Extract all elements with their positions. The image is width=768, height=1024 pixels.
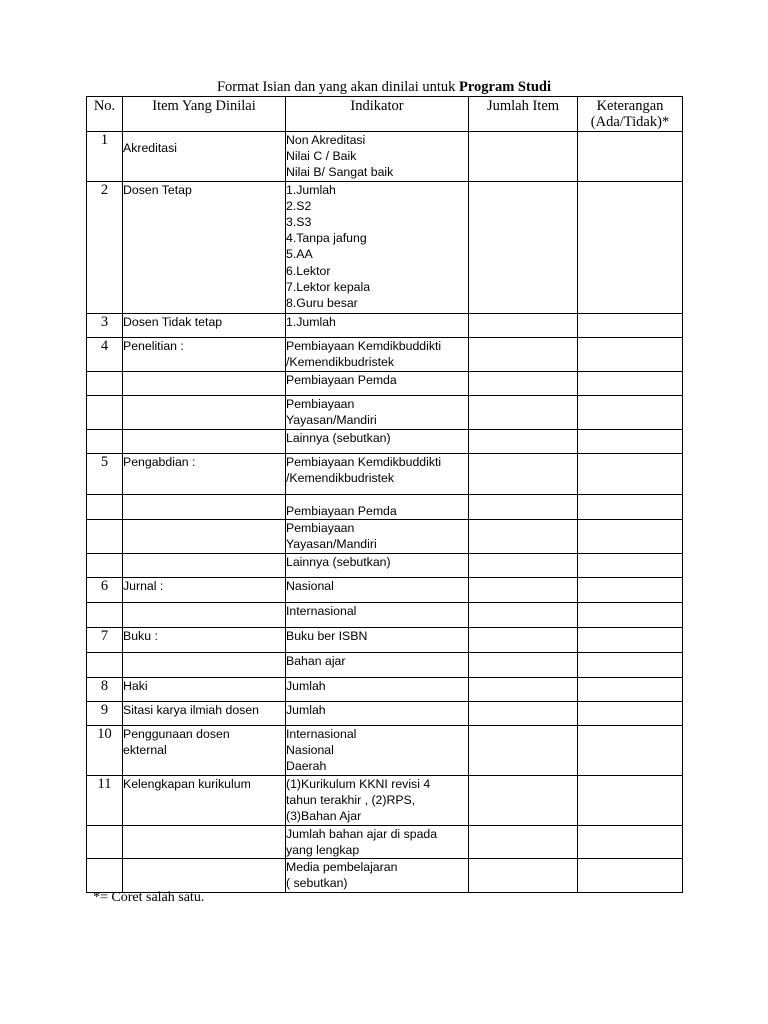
indikator-cell — [286, 652, 469, 677]
indikator-line: Jumlah — [286, 678, 326, 693]
table-row — [87, 453, 683, 494]
item-cell — [123, 337, 286, 371]
indikator-line: Internasional — [286, 726, 357, 741]
item-cell — [123, 775, 286, 825]
keterangan-cell[interactable] — [578, 132, 683, 182]
jumlah-item-cell[interactable] — [469, 553, 578, 577]
jumlah-item-cell[interactable] — [469, 577, 578, 602]
item-cell — [123, 181, 286, 313]
indikator-line: Buku ber ISBN — [286, 628, 368, 643]
keterangan-cell[interactable] — [578, 395, 683, 429]
indikator-line: 8.Guru besar — [286, 296, 358, 311]
indikator-cell — [286, 395, 469, 429]
table-row — [87, 825, 683, 858]
keterangan-cell[interactable] — [578, 313, 683, 337]
indikator-line: Nasional — [286, 743, 334, 758]
table-row — [87, 395, 683, 429]
indikator-cell — [286, 181, 469, 313]
indikator-cell — [286, 775, 469, 825]
item-label: Buku : — [123, 628, 158, 643]
item-label: Kelengkapan kurikulum — [123, 776, 251, 791]
indikator-line: Pembiayaan — [286, 396, 355, 411]
keterangan-cell[interactable] — [578, 429, 683, 453]
indikator-cell — [286, 627, 469, 652]
item-cell — [123, 577, 286, 602]
table-row — [87, 313, 683, 337]
indikator-line: Lainnya (sebutkan) — [286, 430, 391, 445]
row-number: 4 — [87, 337, 123, 371]
row-number: 11 — [87, 775, 123, 825]
item-cell — [123, 859, 286, 892]
table-row — [87, 577, 683, 602]
row-number: 5 — [87, 453, 123, 494]
indikator-line: Nasional — [286, 578, 334, 593]
table-row — [87, 677, 683, 701]
table-row — [87, 602, 683, 627]
jumlah-item-cell[interactable] — [469, 371, 578, 395]
table-row — [87, 652, 683, 677]
indikator-line: 1.Jumlah — [286, 182, 336, 197]
row-number: 2 — [87, 181, 123, 313]
jumlah-item-cell[interactable] — [469, 494, 578, 519]
indikator-line: Internasional — [286, 603, 357, 618]
table-row — [87, 701, 683, 725]
indikator-cell — [286, 453, 469, 494]
keterangan-cell[interactable] — [578, 725, 683, 775]
row-number — [87, 553, 123, 577]
item-cell — [123, 429, 286, 453]
document-title — [86, 78, 682, 96]
row-number: 8 — [87, 677, 123, 701]
item-cell — [123, 553, 286, 577]
indikator-line: ( sebutkan) — [286, 876, 348, 891]
item-cell — [123, 371, 286, 395]
item-label: Akreditasi — [123, 141, 177, 155]
jumlah-item-cell[interactable] — [469, 429, 578, 453]
indikator-line: tahun terakhir , (2)RPS, — [286, 793, 416, 808]
item-cell — [123, 701, 286, 725]
jumlah-item-cell[interactable] — [469, 395, 578, 429]
indikator-line: /Kemendikbudristek — [286, 354, 394, 369]
indikator-line: 7.Lektor kepala — [286, 279, 371, 294]
indikator-cell — [286, 677, 469, 701]
jumlah-item-cell[interactable] — [469, 453, 578, 494]
indikator-line: Bahan ajar — [286, 653, 346, 668]
indikator-line: Lainnya (sebutkan) — [286, 554, 391, 569]
item-label: Penelitian : — [123, 338, 184, 353]
table-row — [87, 519, 683, 553]
indikator-line: /Kemendikbudristek — [286, 470, 394, 485]
item-cell — [123, 494, 286, 519]
indikator-line: 6.Lektor — [286, 263, 331, 278]
jumlah-item-cell[interactable] — [469, 132, 578, 182]
indikator-cell — [286, 701, 469, 725]
table-row — [87, 859, 683, 892]
jumlah-item-cell[interactable] — [469, 825, 578, 858]
row-number — [87, 602, 123, 627]
indikator-line: Jumlah — [286, 702, 326, 717]
header-row — [87, 97, 683, 132]
header-keterangan-line1: Keterangan — [596, 98, 664, 114]
indikator-line: 5.AA — [286, 247, 313, 262]
row-number — [87, 395, 123, 429]
indikator-cell — [286, 371, 469, 395]
row-number: 6 — [87, 577, 123, 602]
row-number — [87, 429, 123, 453]
indikator-line: 3.S3 — [286, 215, 312, 230]
title-prefix: Format Isian dan yang akan dinilai untuk — [216, 79, 460, 95]
keterangan-cell[interactable] — [578, 494, 683, 519]
keterangan-cell[interactable] — [578, 825, 683, 858]
indikator-line: Yayasan/Mandiri — [286, 412, 377, 427]
table-row — [87, 429, 683, 453]
header-jumlah-item: Jumlah Item — [469, 97, 578, 132]
row-number — [87, 825, 123, 858]
indikator-line: yang lengkap — [286, 843, 360, 858]
table-row — [87, 553, 683, 577]
jumlah-item-cell[interactable] — [469, 602, 578, 627]
indikator-line: Non Akreditasi — [286, 133, 366, 147]
keterangan-cell[interactable] — [578, 627, 683, 652]
row-number — [87, 652, 123, 677]
keterangan-cell[interactable] — [578, 577, 683, 602]
title-bold: Program Studi — [459, 79, 551, 95]
indikator-line: Media pembelajaran — [286, 860, 398, 875]
item-label: Pengabdian : — [123, 454, 196, 469]
jumlah-item-cell[interactable] — [469, 725, 578, 775]
table-row — [87, 181, 683, 313]
item-cell — [123, 313, 286, 337]
item-cell — [123, 395, 286, 429]
item-cell — [123, 453, 286, 494]
jumlah-item-cell[interactable] — [469, 701, 578, 725]
indikator-line: Pembiayaan Kemdikbuddikti — [286, 454, 442, 469]
row-number — [87, 494, 123, 519]
indikator-cell — [286, 725, 469, 775]
item-cell — [123, 602, 286, 627]
indikator-line: 4.Tanpa jafung — [286, 231, 367, 246]
keterangan-cell[interactable] — [578, 775, 683, 825]
header-keterangan — [578, 97, 683, 132]
indikator-line: (1)Kurikulum KKNI revisi 4 — [286, 776, 431, 791]
item-cell — [123, 677, 286, 701]
indikator-line: Nilai C / Baik — [286, 149, 357, 164]
item-cell — [123, 519, 286, 553]
item-cell — [123, 652, 286, 677]
indikator-line: 1.Jumlah — [286, 314, 336, 329]
row-number: 3 — [87, 313, 123, 337]
keterangan-cell[interactable] — [578, 519, 683, 553]
indikator-cell — [286, 859, 469, 892]
item-label: Penggunaan dosen — [123, 726, 230, 741]
item-cell — [123, 825, 286, 858]
keterangan-cell[interactable] — [578, 453, 683, 494]
item-cell — [123, 132, 286, 182]
row-number — [87, 519, 123, 553]
indikator-line: Pembiayaan Kemdikbuddikti — [286, 338, 442, 353]
table-row — [87, 132, 683, 182]
keterangan-cell[interactable] — [578, 859, 683, 892]
row-number: 9 — [87, 701, 123, 725]
table-row — [87, 775, 683, 825]
keterangan-cell[interactable] — [578, 371, 683, 395]
row-number: 1 — [87, 132, 123, 182]
jumlah-item-cell[interactable] — [469, 337, 578, 371]
jumlah-item-cell[interactable] — [469, 519, 578, 553]
item-label: ekternal — [123, 743, 167, 758]
indikator-cell — [286, 429, 469, 453]
keterangan-cell[interactable] — [578, 701, 683, 725]
indikator-cell — [286, 132, 469, 182]
indikator-line: Yayasan/Mandiri — [286, 537, 377, 552]
indikator-line: 2.S2 — [286, 198, 312, 213]
keterangan-cell[interactable] — [578, 677, 683, 701]
row-number: 7 — [87, 627, 123, 652]
indikator-cell — [286, 313, 469, 337]
jumlah-item-cell[interactable] — [469, 652, 578, 677]
table-row — [87, 494, 683, 519]
indikator-line: Pembiayaan — [286, 520, 355, 535]
jumlah-item-cell[interactable] — [469, 313, 578, 337]
indikator-line: Daerah — [286, 759, 327, 774]
header-item: Item Yang Dinilai — [123, 97, 286, 132]
jumlah-item-cell[interactable] — [469, 627, 578, 652]
indikator-cell — [286, 577, 469, 602]
assessment-table — [86, 96, 683, 893]
header-no: No. — [87, 97, 123, 132]
row-number — [87, 859, 123, 892]
item-label: Dosen Tetap — [123, 182, 192, 197]
keterangan-cell[interactable] — [578, 337, 683, 371]
table-body — [87, 132, 683, 893]
item-label: Jurnal : — [123, 578, 164, 593]
keterangan-cell[interactable] — [578, 181, 683, 313]
indikator-cell — [286, 825, 469, 858]
indikator-cell — [286, 337, 469, 371]
table-row — [87, 725, 683, 775]
footnote: *= Coret salah satu. — [93, 890, 205, 905]
indikator-line: Pembiayaan Pemda — [286, 503, 397, 518]
indikator-cell — [286, 494, 469, 519]
row-number: 10 — [87, 725, 123, 775]
indikator-line: (3)Bahan Ajar — [286, 809, 362, 824]
item-label: Sitasi karya ilmiah dosen — [123, 702, 260, 717]
header-keterangan-line2: (Ada/Tidak)* — [590, 114, 670, 130]
row-number — [87, 371, 123, 395]
indikator-line: Pembiayaan Pemda — [286, 372, 397, 387]
item-label: Dosen Tidak tetap — [123, 314, 223, 329]
keterangan-cell[interactable] — [578, 652, 683, 677]
item-cell — [123, 725, 286, 775]
indikator-cell — [286, 553, 469, 577]
table-row — [87, 337, 683, 371]
table-row — [87, 371, 683, 395]
keterangan-cell[interactable] — [578, 602, 683, 627]
jumlah-item-cell[interactable] — [469, 181, 578, 313]
indikator-line: Jumlah bahan ajar di spada — [286, 826, 438, 841]
keterangan-cell[interactable] — [578, 553, 683, 577]
indikator-line: Nilai B/ Sangat baik — [286, 165, 394, 180]
jumlah-item-cell[interactable] — [469, 775, 578, 825]
table-row — [87, 627, 683, 652]
item-label: Haki — [123, 678, 148, 693]
indikator-cell — [286, 519, 469, 553]
item-cell — [123, 627, 286, 652]
header-indikator: Indikator — [286, 97, 469, 132]
jumlah-item-cell[interactable] — [469, 859, 578, 892]
indikator-cell — [286, 602, 469, 627]
jumlah-item-cell[interactable] — [469, 677, 578, 701]
